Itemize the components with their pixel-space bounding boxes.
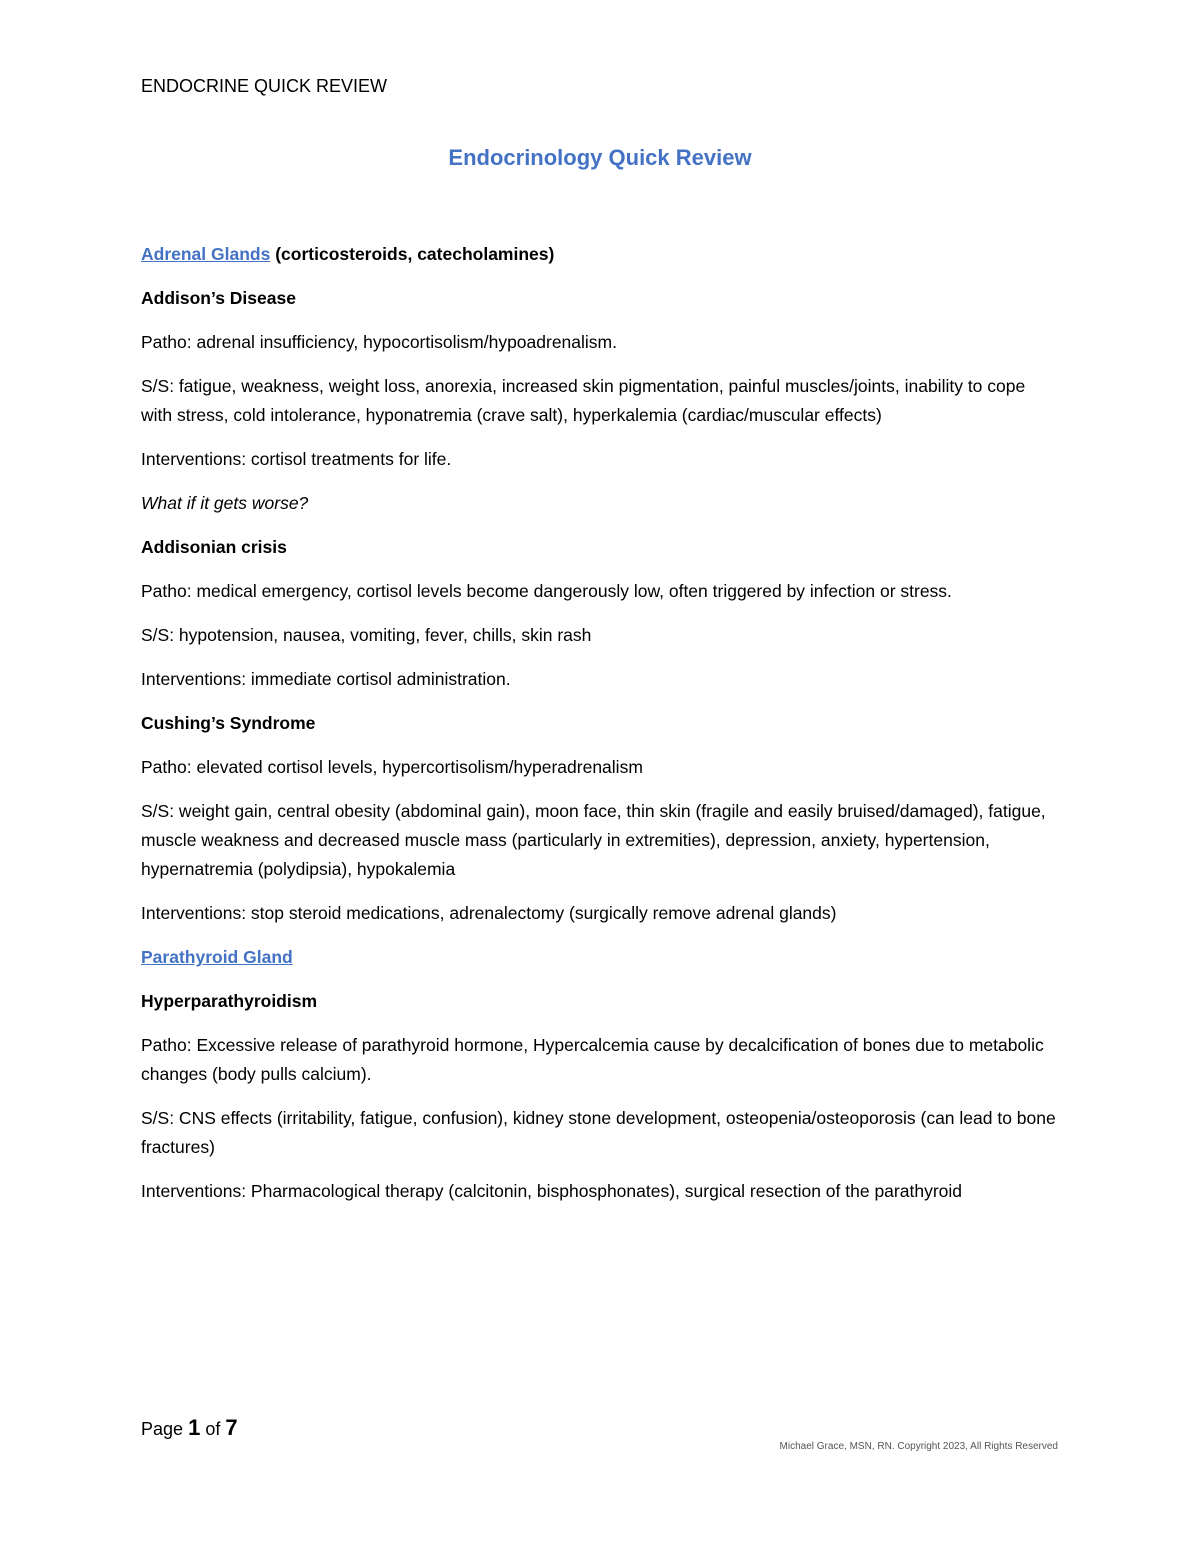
crisis-patho: Patho: medical emergency, cortisol levels become dangerously low, often triggered by infection or stress. bbox=[141, 581, 952, 601]
addisons-interventions: Interventions: cortisol treatments for life. bbox=[141, 449, 452, 469]
cushings-interventions: Interventions: stop steroid medications, adrenalectomy (surgically remove adrenal glands) bbox=[141, 903, 837, 923]
document-body bbox=[141, 240, 1061, 1221]
adrenal-heading bbox=[141, 240, 1061, 269]
hyperparathyroidism-ss: S/S: CNS effects (irritability, fatigue, confusion), kidney stone development, osteopenia/osteoporosis (can lead to bone fractures) bbox=[141, 1108, 1056, 1157]
document-title: Endocrinology Quick Review bbox=[448, 145, 752, 170]
page-header: ENDOCRINE QUICK REVIEW bbox=[141, 76, 388, 96]
parathyroid-gland-link[interactable]: Parathyroid Gland bbox=[141, 947, 293, 967]
crisis-interventions: Interventions: immediate cortisol administration. bbox=[141, 669, 511, 689]
addisons-question: What if it gets worse? bbox=[141, 493, 309, 513]
page-word: Page bbox=[141, 1419, 184, 1439]
adrenal-heading-rest: (corticosteroids, catecholamines) bbox=[275, 244, 555, 264]
hyperparathyroidism-interventions: Interventions: Pharmacological therapy (calcitonin, bisphosphonates), surgical resection of the parathyroid bbox=[141, 1181, 963, 1201]
page-total: 7 bbox=[225, 1415, 238, 1440]
adrenal-glands-link[interactable]: Adrenal Glands bbox=[141, 244, 271, 264]
page-current: 1 bbox=[188, 1415, 201, 1440]
addisons-ss: S/S: fatigue, weakness, weight loss, anorexia, increased skin pigmentation, painful muscles/joints, inability to cope with stress, cold intolerance, hyponatremia (crave salt), hyperkalemia (cardiac/muscular effects) bbox=[141, 376, 1026, 425]
of-word: of bbox=[205, 1419, 221, 1439]
hyperparathyroidism-patho: Patho: Excessive release of parathyroid hormone, Hypercalcemia cause by decalcification of bones due to metabolic changes (body pulls calcium). bbox=[141, 1035, 1044, 1084]
crisis-title: Addisonian crisis bbox=[141, 537, 287, 557]
page-number bbox=[141, 1415, 238, 1441]
hyperparathyroidism-title: Hyperparathyroidism bbox=[141, 991, 318, 1011]
addisons-patho: Patho: adrenal insufficiency, hypocortisolism/hypoadrenalism. bbox=[141, 332, 617, 352]
cushings-title: Cushing’s Syndrome bbox=[141, 713, 316, 733]
addisons-title: Addison’s Disease bbox=[141, 288, 296, 308]
cushings-ss: S/S: weight gain, central obesity (abdominal gain), moon face, thin skin (fragile and easily bruised/damaged), fatigue, muscle weakness and decreased muscle mass (particularly in extremities), depression, anxiety, hypertension, hypernatremia (polydipsia), hypokalemia bbox=[141, 801, 1046, 879]
crisis-ss: S/S: hypotension, nausea, vomiting, fever, chills, skin rash bbox=[141, 625, 592, 645]
cushings-patho: Patho: elevated cortisol levels, hypercortisolism/hyperadrenalism bbox=[141, 757, 643, 777]
parathyroid-heading bbox=[141, 943, 1061, 972]
copyright-notice: Michael Grace, MSN, RN. Copyright 2023, All Rights Reserved bbox=[779, 1441, 1058, 1452]
